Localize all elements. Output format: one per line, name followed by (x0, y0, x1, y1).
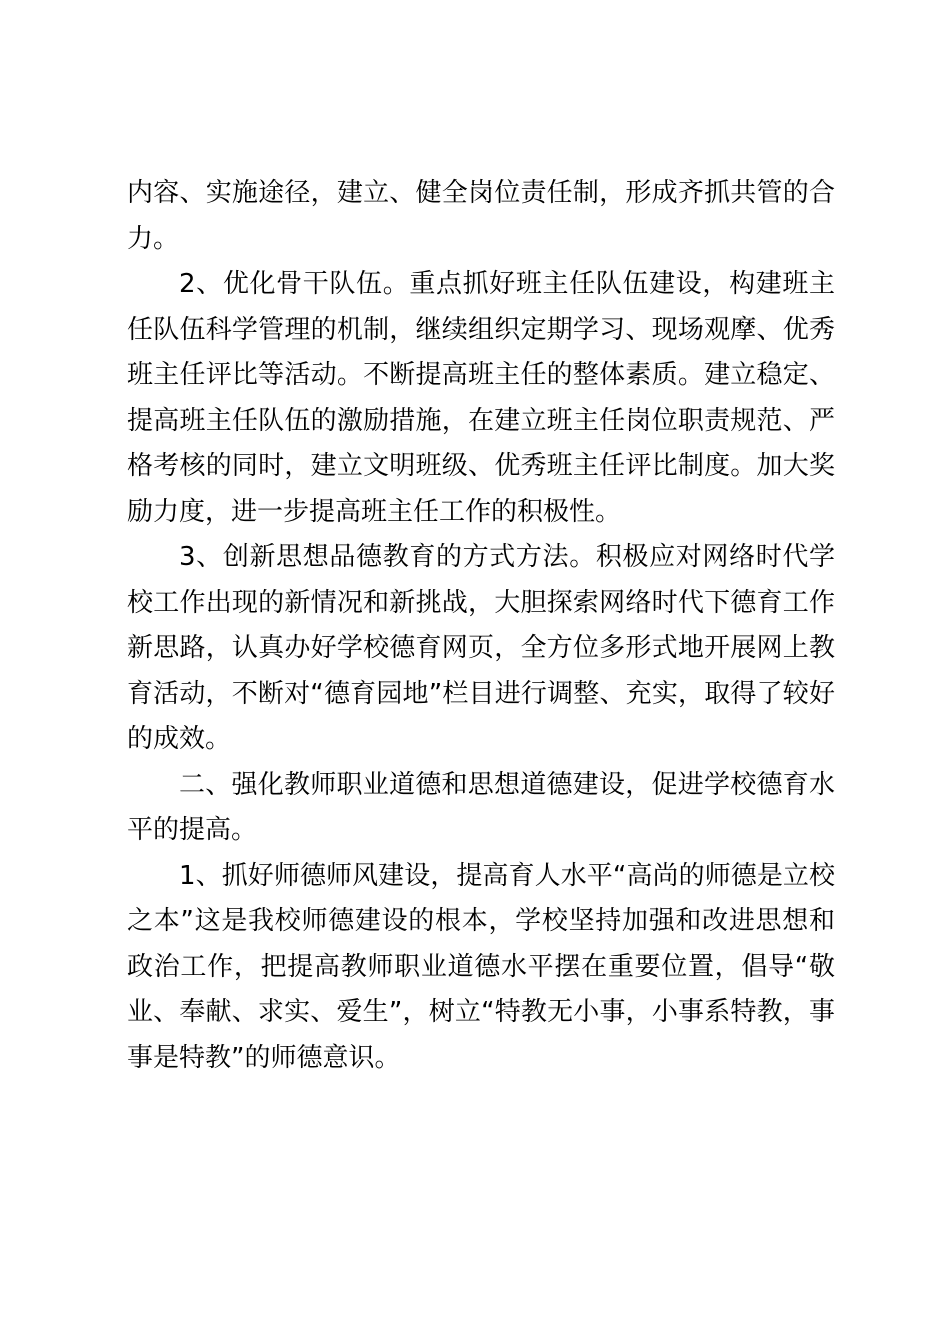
paragraph-innovate-moral-education: 3、创新思想品德教育的方式方法。积极应对网络时代学校工作出现的新情况和新挑战，大胆探索网络时代下德育工作新思路，认真办好学校德育网页，全方位多形式地开展网上教育活动，不断对“德育园地”栏目进行调整、充实，取得了较好的成效。 (127, 542, 835, 754)
section-heading-teacher-ethics: 二、强化教师职业道德和思想道德建设，促进学校德育水平的提高。 (127, 769, 835, 845)
paragraph-teacher-ethics-building: 1、抓好师德师风建设，提高育人水平“高尚的师德是立校之本”这是我校师德建设的根本，学校坚持加强和改进思想和政治工作，把提高教师职业道德水平摆在重要位置，倡导“敬业、奉献、求实、爱生”，树立“特教无小事，小事系特教，事事是特教”的师德意识。 (127, 860, 835, 1073)
document-body (127, 171, 835, 1081)
paragraph-optimize-backbone-team: 2、优化骨干队伍。重点抓好班主任队伍建设，构建班主任队伍科学管理的机制，继续组织定期学习、现场观摩、优秀班主任评比等活动。不断提高班主任的整体素质。建立稳定、提高班主任队伍的激励措施，在建立班主任岗位职责规范、严格考核的同时，建立文明班级、优秀班主任评比制度。加大奖励力度，进一步提高班主任工作的积极性。 (127, 269, 835, 527)
paragraph-continuation: 内容、实施途径，建立、健全岗位责任制，形成齐抓共管的合力。 (127, 178, 835, 254)
